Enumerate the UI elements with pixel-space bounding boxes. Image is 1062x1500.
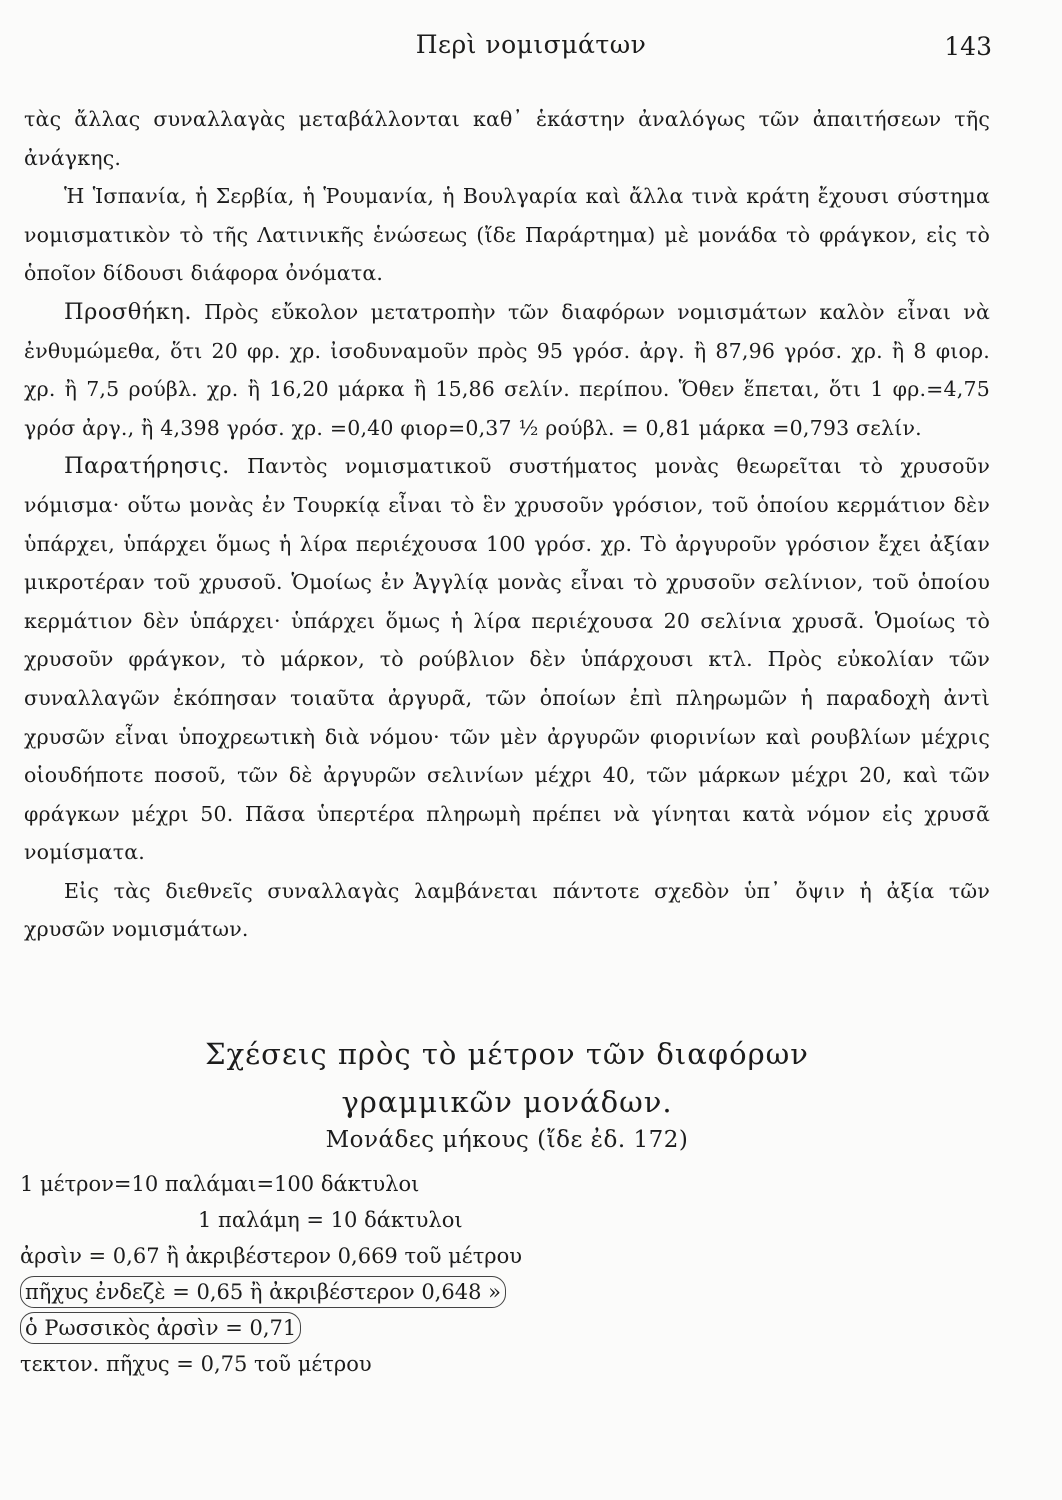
unit-line-bracketed — [20, 1310, 1000, 1346]
paragraph-lead: Παρατήρησις. — [64, 453, 230, 480]
units-list — [20, 1166, 1000, 1382]
unit-line: 1 παλάμη = 10 δάκτυλοι — [198, 1208, 463, 1232]
paragraph-international — [24, 872, 990, 949]
section-heading-line: Σχέσεις πρὸς τὸ μέτρον τῶν διαφόρων — [205, 1037, 809, 1071]
paragraph-text: τὰς ἄλλας συναλλαγὰς μεταβάλλονται καθ᾽ ἑκάστην ἀναλόγως τῶν ἀπαιτήσεων τῆς ἀνάγκης. — [24, 107, 990, 170]
paragraph-text: Ἡ Ἱσπανία, ἡ Σερβία, ἡ Ῥουμανία, ἡ Βουλγαρία καὶ ἄλλα τινὰ κράτη ἔχουσι σύστημα νομισματικὸν τὸ τῆς Λατινικῆς ἑνώσεως (ἴδε Παράρτημα) μὲ μονάδα τὸ φράγκον, εἰς τὸ ὁποῖον δίδουσι διάφορα ὀνόματα. — [24, 184, 990, 286]
paragraph-remark — [24, 447, 990, 872]
paragraph-text: Παντὸς νομισματικοῦ συστήματος μονὰς θεωρεῖται τὸ χρυσοῦν νόμισμα· οὕτω μονὰς ἐν Τουρκίᾳ εἶναι τὸ ἓν χρυσοῦν γρόσιον, τοῦ ὁποίου κερμάτιον δὲν ὑπάρχει, ὑπάρχει ὅμως ἡ λίρα περιέχουσα 100 γρόσ. χρ. Τὸ ἀργυροῦν γρόσιον ἔχει ἀξίαν μικροτέραν τοῦ χρυσοῦ. Ὁμοίως ἐν Ἀγγλίᾳ μονὰς εἶναι τὸ χρυσοῦν σελίνιον, τοῦ ὁποίου κερμάτιον δὲν ὑπάρχει· ὑπάρχει ὅμως ἡ λίρα περιέχουσα 20 σελίνια χρυσᾶ. Ὁμοίως τὸ χρυσοῦν φράγκον, τὸ μάρκον, τὸ ρούβλιον δὲν ὑπάρχουσι κτλ. Πρὸς εὐκολίαν τῶν συναλλαγῶν ἐκόπησαν τοιαῦτα ἀργυρᾶ, τῶν ὁποίων ἐπὶ πληρωμῶν ἡ παραδοχὴ ἀντὶ χρυσῶν εἶναι ὑποχρεωτικὴ διὰ νόμου· τῶν μὲν ἀργυρῶν φιορινίων καὶ ρουβλίων μέχρις οἱουδήποτε ποσοῦ, τῶν δὲ ἀργυρῶν σελινίων μέχρι 40, τῶν μάρκων μέχρι 20, καὶ τῶν φράγκων μέχρι 50. Πᾶσα ὑπερτέρα πληρωμὴ πρέπει νὰ γίνηται κατὰ νόμον εἰς χρυσᾶ νομίσματα. — [24, 454, 990, 865]
running-title: Περὶ νομισμάτων — [415, 30, 647, 59]
paragraph-text: Πρὸς εὔκολον μετατροπὴν τῶν διαφόρων νομισμάτων καλὸν εἶναι νὰ ἐνθυμώμεθα, ὅτι 20 φρ. χρ. ἰσοδυναμοῦν πρὸς 95 γρόσ. ἀργ. ἢ 87,96 γρόσ. χρ. ἢ 8 φιορ. χρ. ἢ 7,5 ρούβλ. χρ. ἢ 16,20 μάρκα ἢ 15,86 σελίν. περίπου. Ὅθεν ἕπεται, ὅτι 1 φρ.=4,75 γρόσ ἀργ., ἢ 4,398 γρόσ. χρ. =0,40 φιορ=0,37 ½ ρούβλ. = 0,81 μάρκα =0,793 σελίν. — [24, 299, 991, 440]
unit-line: τεκτον. πῆχυς = 0,75 τοῦ μέτρου — [20, 1352, 372, 1376]
unit-line-text: πῆχυς ἐνδεζὲ = 0,65 ἢ ἀκριβέστερον 0,648 » — [20, 1276, 506, 1308]
section-subheading: Μονάδες μήκους (ἴδε ἐδ. 172) — [325, 1127, 689, 1153]
paragraph-text: Εἰς τὰς διεθνεῖς συναλλαγὰς λαμβάνεται πάντοτε σχεδὸν ὑπ᾽ ὄψιν ἡ ἀξία τῶν χρυσῶν νομισμάτων. — [24, 878, 990, 942]
unit-line: 1 μέτρον=10 παλάμαι=100 δάκτυλοι — [20, 1172, 420, 1196]
section-heading — [24, 1030, 990, 1126]
section-heading-line: γραμμικῶν μονάδων. — [341, 1085, 673, 1119]
paragraph-addition — [24, 293, 990, 447]
unit-line: ἀρσὶν = 0,67 ἢ ἀκριβέστερον 0,669 τοῦ μέτρου — [20, 1244, 523, 1268]
unit-line-bracketed — [20, 1274, 1000, 1310]
body-text — [24, 100, 990, 949]
page-header — [0, 30, 1062, 70]
paragraph-continuation — [24, 100, 990, 177]
paragraph-lead: Προσθήκη. — [64, 298, 192, 325]
page-number: 143 — [944, 32, 992, 61]
unit-line-text: ὁ Ρωσσικὸς ἀρσὶν = 0,71 — [20, 1312, 301, 1344]
paragraph-spanish-system — [24, 177, 990, 293]
